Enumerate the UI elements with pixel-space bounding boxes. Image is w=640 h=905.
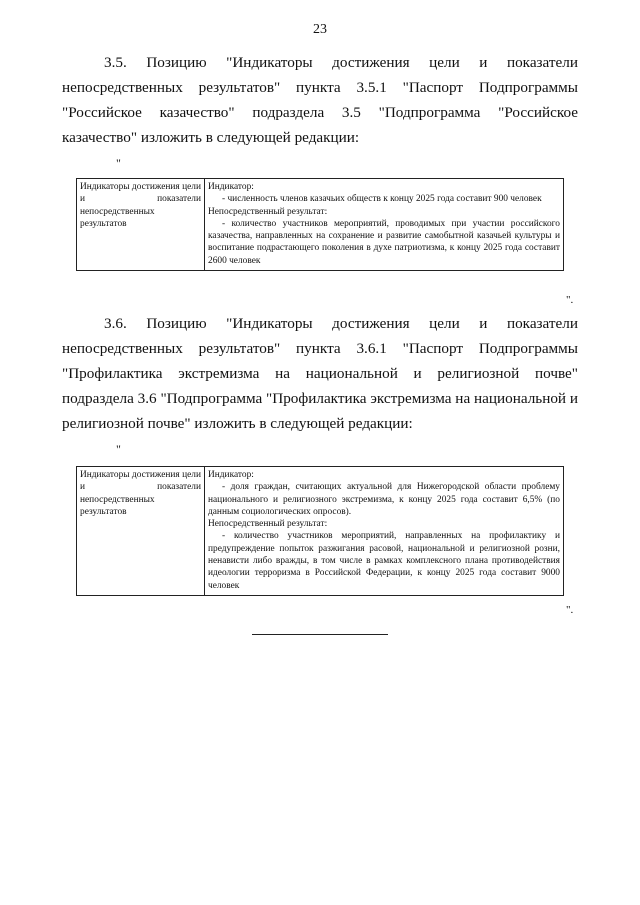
indicators-table-3-6: [76, 466, 564, 596]
table-row: [77, 179, 564, 271]
closing-quote-3-5: ".: [566, 294, 574, 306]
indicators-table-3-5: [76, 178, 564, 271]
result-item: - количество участников мероприятий, проводимых при участии российского казачества, направленных на сохранение и развитие самобытной казачьей культуры и воспитание подрастающего поколения в духе патриотизма, к концу 2025 года составит 2600 человек: [208, 218, 560, 266]
opening-quote-3-5: ": [116, 156, 121, 170]
closing-quote-3-6: ".: [566, 604, 574, 616]
section-3-5-paragraph: 3.5. Позицию "Индикаторы достижения цели и показатели непосредственных результатов" пункта 3.5.1 "Паспорт Подпрограммы "Российское казачество" подраздела 3.5 "Подпрограмма "Российское казачество" изложить в следующей редакции:: [62, 54, 578, 146]
result-heading: Непосредственный результат:: [208, 206, 328, 217]
table-content-cell: [205, 179, 564, 271]
table-label-cell: Индикаторы достижения цели и показатели непосредственных результатов: [77, 467, 205, 596]
indicator-item: - численность членов казачьих обществ к концу 2025 года составит 900 человек: [222, 194, 542, 205]
result-item: - количество участников мероприятий, направленных на профилактику и предупреждение попыток разжигания расовой, национальной и религиозной розни, ненависти либо вражды, в том числе в рамках комплексного плана противодействия идеологии терроризма в Российской Федерации, к концу 2025 года составит 9000 человек: [208, 531, 560, 591]
page-number: 23: [313, 22, 327, 37]
opening-quote-3-6: ": [116, 442, 121, 456]
indicator-item: - доля граждан, считающих актуальной для Нижегородской области проблему национального и религиозного экстремизма, к концу 2025 года составит 6,5% (по данным социологических опросов).: [208, 482, 560, 517]
table-content-cell: [205, 467, 564, 596]
table-label-cell: Индикаторы достижения цели и показатели непосредственных результатов: [77, 179, 205, 271]
indicator-heading: Индикатор:: [208, 182, 254, 192]
end-separator-line: [252, 634, 388, 635]
table-row: [77, 467, 564, 596]
indicator-heading: Индикатор:: [208, 470, 254, 480]
section-3-6-paragraph: 3.6. Позицию "Индикаторы достижения цели и показатели непосредственных результатов" пункта 3.6.1 "Паспорт Подпрограммы "Профилактика экстремизма на национальной и религиозной почве" подраздела 3.6 "Подпрограмма "Профилактика экстремизма на национальной и религиозной почве" изложить в следующей редакции:: [62, 315, 578, 432]
result-heading: Непосредственный результат:: [208, 519, 328, 530]
